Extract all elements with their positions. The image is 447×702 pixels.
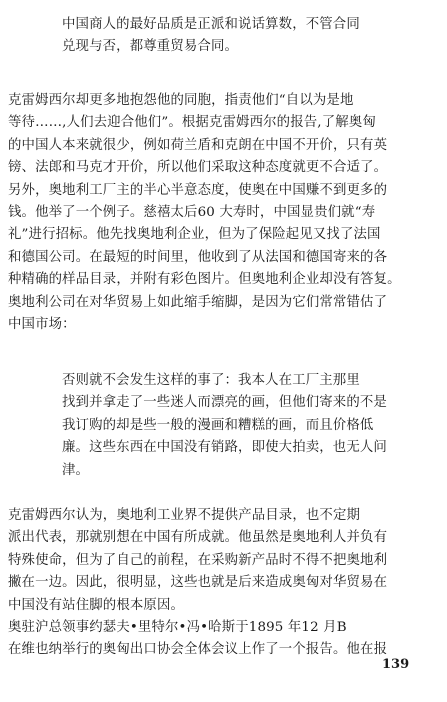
paragraph-kremsier-complaint <box>8 90 438 336</box>
text-line: 镑、法郎和马克才开价，所以他们采取这种态度就更不合适了。 <box>8 160 388 176</box>
text-line: 克雷姆西尔却更多地抱怨他的同胞，指责他们“自以为是地 <box>8 93 354 108</box>
text-line: 否则就不会发生这样的事了：我本人在工厂主那里 <box>62 373 360 388</box>
text-line: 特殊使命，但为了自己的前程，在采购新产品时不得不把奥地利 <box>8 552 388 568</box>
text-line: 中国商人的最好品质是正派和说话算数，不管合同 <box>62 17 360 32</box>
text-line: 等待……,人们去迎合他们”。根据克雷姆西尔的报告,了解奥匈 <box>8 115 376 131</box>
text-line: 中国市场： <box>8 316 76 332</box>
text-line: 和德国公司。在最短的时间里，他收到了从法国和德国寄来的各 <box>8 249 388 265</box>
text-line: 礼”进行招标。他先找奥地利企业，但为了保险起见又找了法国 <box>8 227 381 243</box>
text-line: 派出代表，那就别想在中国有所成就。他虽然是奥地利人并负有 <box>8 530 388 546</box>
text-line: 钱。他举了一个例子。慈禧太后60 大寿时，中国显贵们就“寿 <box>8 204 376 220</box>
text-line: 在维也纳举行的奥匈出口协会全体会议上作了一个报告。他在报 <box>8 642 388 658</box>
text-line: 兑现与否，都尊重贸易合同。 <box>62 39 239 55</box>
text-line: 奥地利公司在对华贸易上如此缩手缩脚，是因为它们常常错估了 <box>8 294 388 310</box>
text-line: 的中国人本来就很少，例如荷兰盾和克朗在中国不开价，只有英 <box>8 137 388 153</box>
page-number: 139 <box>382 657 410 672</box>
text-line: 我订购的却是些一般的漫画和糟糕的画，而且价格低 <box>62 417 374 433</box>
block-quote-top <box>62 14 422 59</box>
block-quote-middle <box>62 370 432 482</box>
text-line: 克雷姆西尔认为，奥地利工业界不提供产品目录，也不定期 <box>8 508 361 523</box>
text-line: 津。 <box>62 462 90 478</box>
paragraph-industry-catalogues <box>8 505 438 662</box>
text-line: 找到并拿走了一些迷人而漂亮的画，但他们寄来的不是 <box>62 395 387 411</box>
text-line: 种精确的样品目录，并附有彩色图片。但奥地利企业却没有答复。 <box>8 272 401 288</box>
text-line: 奥驻沪总领事约瑟夫•里特尔•冯•哈斯于1895 年12 月B <box>8 619 347 635</box>
text-line: 中国没有站住脚的根本原因。 <box>8 597 185 613</box>
text-line: 撇在一边。因此，很明显，这些也就是后来造成奥匈对华贸易在 <box>8 575 388 591</box>
text-line: 廉。这些东西在中国没有销路，即使大拍卖，也无人问 <box>62 440 387 456</box>
text-line: 另外，奥地利工厂主的半心半意态度，使奥在中国赚不到更多的 <box>8 182 388 198</box>
